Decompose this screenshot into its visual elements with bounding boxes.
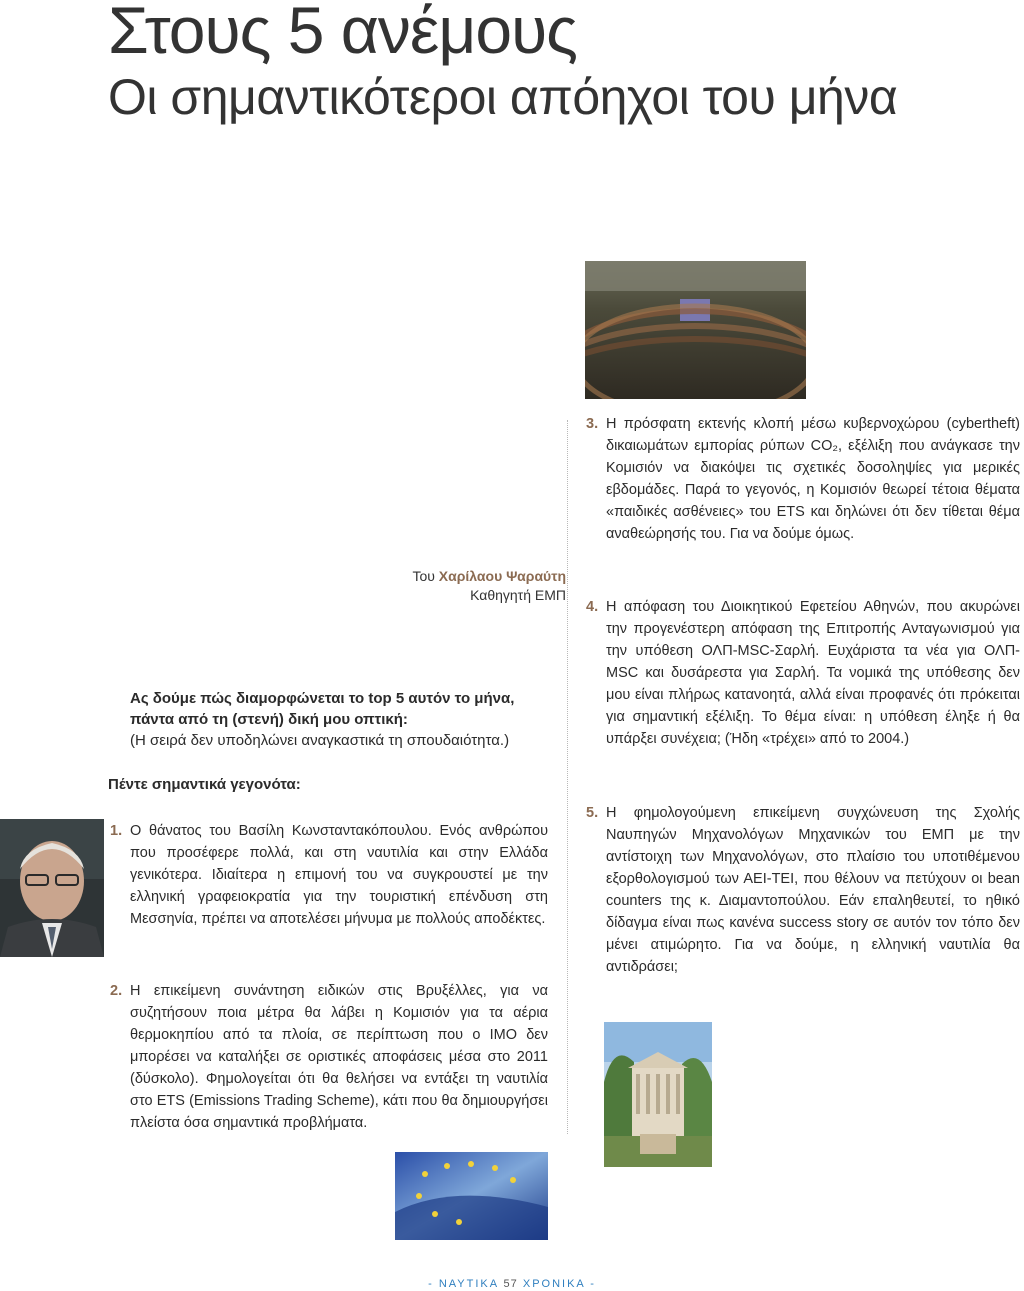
- event-text: Η φημολογούμενη επικείμενη συγχώνευση της Σχολής Ναυπηγών Μηχανολόγων Μηχανικών του ΕΜΠ με την αντίστοιχη των Μηχανολόγων, στο πλαίσιο του υποτιθέμενου εξορθολογισμού των ΑΕΙ-ΤΕΙ, που θέλουν να πετύχουν οι bean counters της κ. Διαμαντοπούλου. Εάν επαληθευτεί, το ηθικό δίδαγμα είναι πως κανένα success story σε αυτόν τον τόπο δεν μένει ατιμώρητο. Για να δούμε, η ελληνική ναυτιλία θα αντιδράσει;: [606, 805, 1020, 975]
- event-number: 2.: [110, 983, 123, 999]
- footer-right: ΧΡΟΝΙΚΑ -: [522, 1278, 596, 1290]
- byline: [412, 567, 566, 605]
- event-item-4: [586, 596, 1020, 750]
- event-text: Η πρόσφατη εκτενής κλοπή μέσω κυβερνοχώρου (cybertheft) δικαιωμάτων εμπορίας ρύπων CO₂, εξέλιξη που ανάγκασε την Κομισιόν να διακόψει τις σχετικές δοσοληψίες για μερικές εβδομάδες. Παρά το γεγονός, η Κομισιόν θεωρεί τέτοια θέματα «παιδικές ασθένειες» του ETS και δηλώνει ότι δεν τίθεται θέμα αναθεώρησής του. Για να δούμε όμως.: [606, 416, 1020, 542]
- page-number: 57: [503, 1278, 518, 1290]
- eu-flag-photo: [395, 1152, 548, 1240]
- page-title: Στους 5 ανέμους: [108, 0, 577, 67]
- event-item-2: [110, 980, 548, 1134]
- event-number: 1.: [110, 823, 123, 839]
- byline-author: Χαρίλαου Ψαραύτη: [438, 568, 566, 584]
- event-item-3: [586, 413, 1020, 545]
- event-item-5: [586, 802, 1020, 978]
- event-number: 5.: [586, 805, 599, 821]
- byline-role: Καθηγητή ΕΜΠ: [470, 587, 566, 603]
- page-footer: [0, 1278, 1024, 1290]
- event-text: Η επικείμενη συνάντηση ειδικών στις Βρυξέλλες, για να συζητήσουν ποια μέτρα θα λάβει η Κομισιόν για τα αέρια θερμοκηπίου από τα πλοία, σε περίπτωση που ο ΙΜΟ δεν μπορέσει να καταλήξει σε οριστικές αποφάσεις μέσα στο 2011 (δύσκολο). Φημολογείται ότι θα θελήσει να εντάξει τη ναυτιλία στο ETS (Emissions Trading Scheme), κάτι που θα δημιουργήσει πλείστα όσα σημαντικά προβλήματα.: [130, 983, 548, 1131]
- intro-note: (Η σειρά δεν υποδηλώνει αναγκαστικά τη σπουδαιότητα.): [130, 732, 510, 749]
- university-building-photo: [604, 1022, 712, 1167]
- events-heading: Πέντε σημαντικά γεγονότα:: [108, 776, 301, 793]
- page-subtitle: Οι σημαντικότεροι απόηχοι του μήνα: [108, 69, 898, 125]
- footer-left: - ΝΑΥΤΙΚΑ: [428, 1278, 499, 1290]
- intro: [130, 688, 550, 751]
- intro-lead: Ας δούμε πώς διαμορφώνεται το top 5 αυτόν το μήνα, πάντα από τη (στενή) δική μου οπτική:: [130, 690, 515, 728]
- event-number: 4.: [586, 599, 599, 615]
- event-text: Η απόφαση του Διοικητικού Εφετείου Αθηνών, που ακυρώνει την προγενέστερη απόφαση της Επιτροπής Ανταγωνισμού για την υπόθεση ΟΛΠ-MSC-Σαρλή. Ευχάριστα τα νέα για ΟΛΠ-MSC και δυσάρεστα για Σαρλή. Τα νομικά της υπόθεσης δεν μου είναι πλήρως κατανοητά, αλλά είναι προφανές ότι πρόκειται για σημαντική εξέλιξη. Το θέμα είναι: η υπόθεση έληξε ή θα υπάρξει συνέχεια; (Ήδη «τρέχει» από το 2004.): [606, 599, 1020, 747]
- event-item-1: [110, 820, 548, 930]
- parliament-photo: [585, 261, 806, 399]
- byline-prefix: Του: [412, 568, 435, 584]
- event-number: 3.: [586, 416, 599, 432]
- portrait-photo: [0, 819, 104, 957]
- column-divider: [567, 420, 568, 1134]
- event-text: Ο θάνατος του Βασίλη Κωνσταντακόπουλου. Ενός ανθρώπου που προσέφερε πολλά, και στη ναυτιλία και στην Ελλάδα γενικότερα. Ιδιαίτερα η επιμονή του να συγκρουστεί με την ελληνική γραφειοκρατία για την τουριστική επένδυση στη Μεσσηνία, πρέπει να αποτελέσει μήνυμα με πολλούς αποδέκτες.: [130, 823, 548, 927]
